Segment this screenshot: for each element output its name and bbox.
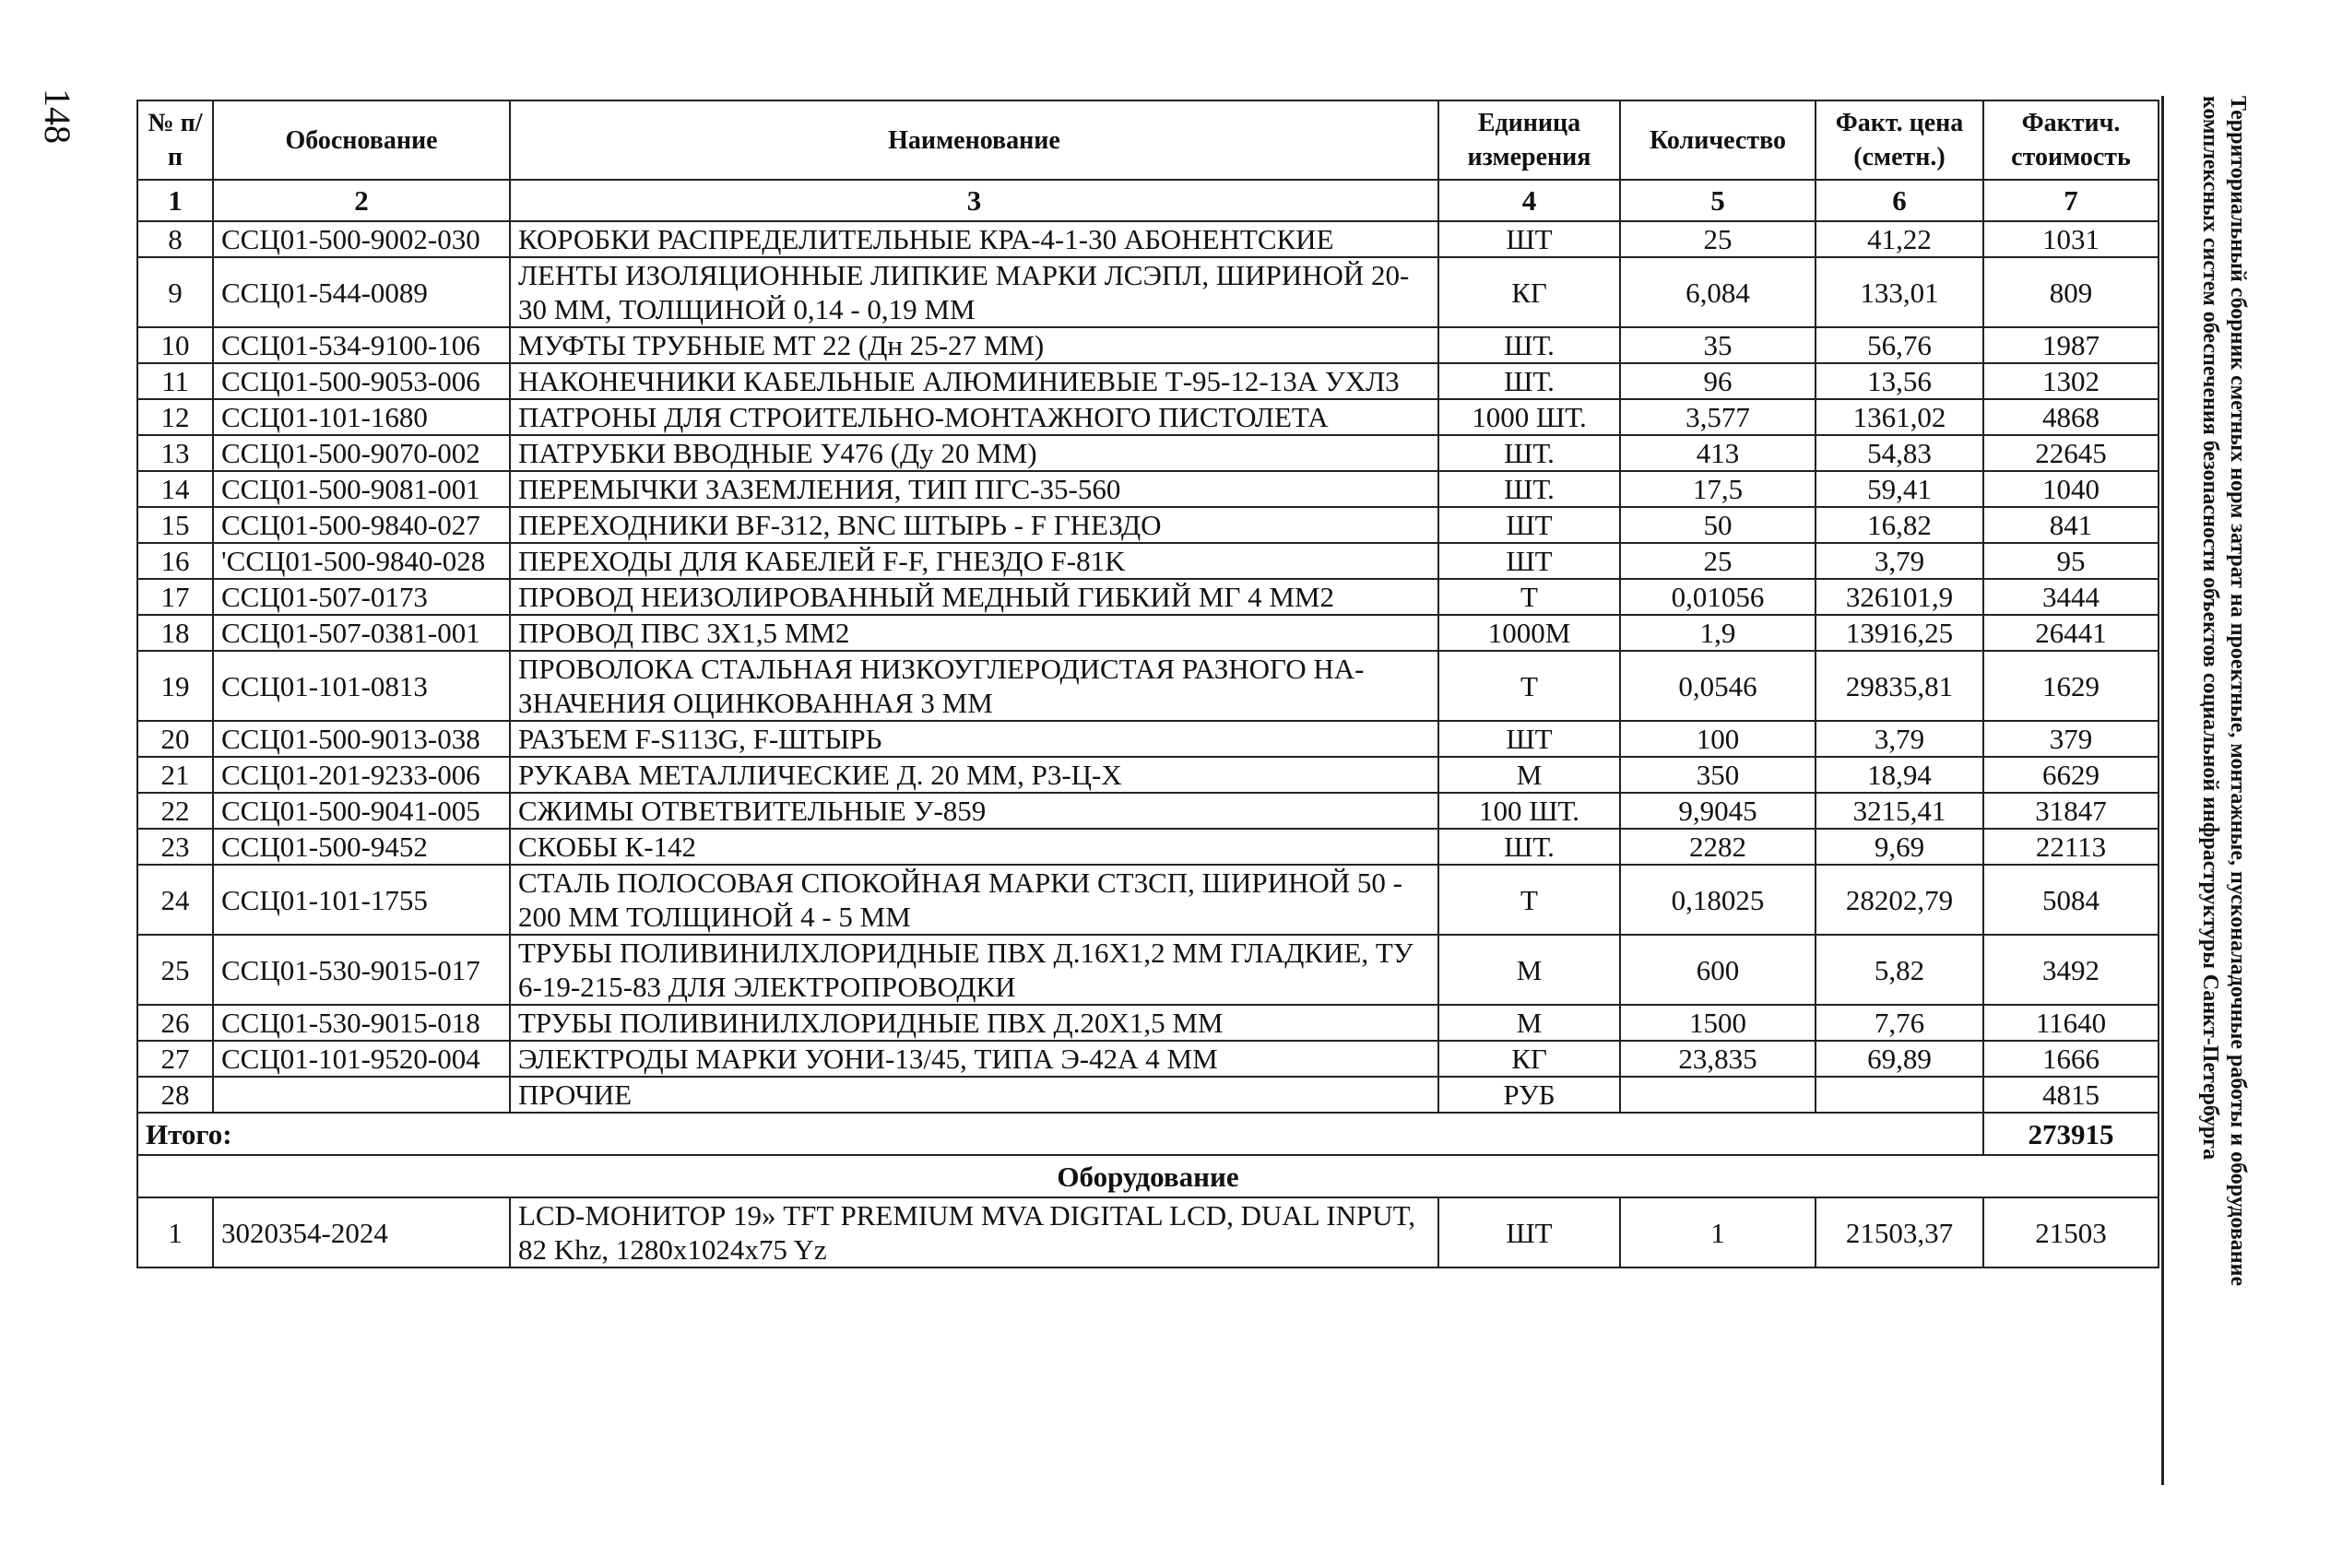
row-number: 15 [137,507,213,543]
table-row [137,399,2159,435]
row-name: СТАЛЬ ПОЛОСОВАЯ СПОКОЙНАЯ МАРКИ СТ3СП, ШИРИНОЙ 50 - 200 ММ ТОЛЩИНОЙ 4 - 5 ММ [510,865,1438,935]
row-number: 22 [137,793,213,829]
row-code [213,1077,510,1113]
row-cost: 1666 [1983,1041,2159,1077]
table-row [137,793,2159,829]
row-code: ССЦ01-101-9520-004 [213,1041,510,1077]
row-cost: 5084 [1983,865,2159,935]
table-row [137,543,2159,579]
row-number: 18 [137,615,213,651]
running-header-line-2: комплексных систем обеспечения безопасности объектов социальной инфраструктуры Санкт-Петербурга [2198,96,2222,1161]
row-name: РУКАВА МЕТАЛЛИЧЕСКИЕ Д. 20 ММ, Р3-Ц-Х [510,757,1438,793]
column-number: 2 [213,180,510,221]
row-price: 41,22 [1816,221,1983,257]
row-number: 13 [137,435,213,471]
table-row [137,363,2159,399]
row-cost: 6629 [1983,757,2159,793]
row-code: ССЦ01-530-9015-017 [213,935,510,1005]
table-row [137,1077,2159,1113]
row-number: 21 [137,757,213,793]
column-number: 7 [1983,180,2159,221]
row-number: 14 [137,471,213,507]
row-code: ССЦ01-500-9081-001 [213,471,510,507]
column-header: № п/п [137,100,213,180]
row-unit: ШТ. [1438,435,1620,471]
total-value: 273915 [1983,1113,2159,1155]
table-row [137,435,2159,471]
row-unit: М [1438,935,1620,1005]
row-code: ССЦ01-500-9041-005 [213,793,510,829]
table-row [137,721,2159,757]
row-unit: М [1438,757,1620,793]
row-price: 3,79 [1816,721,1983,757]
running-header-line-1: Территориальный сборник сметных норм затрат на проектные, монтажные, пусконаладочные работы и оборудование [2226,96,2250,1287]
row-unit: 1000 ШТ. [1438,399,1620,435]
row-name: КОРОБКИ РАСПРЕДЕЛИТЕЛЬНЫЕ КРА-4-1-30 АБОНЕНТСКИЕ [510,221,1438,257]
row-quantity: 1500 [1620,1005,1816,1041]
row-quantity: 6,084 [1620,257,1816,327]
row-unit: ШТ [1438,221,1620,257]
column-number-row [137,180,2159,221]
row-unit: ШТ [1438,507,1620,543]
row-code: ССЦ01-534-9100-106 [213,327,510,363]
row-quantity: 35 [1620,327,1816,363]
row-name: ПАТРОНЫ ДЛЯ СТРОИТЕЛЬНО-МОНТАЖНОГО ПИСТОЛЕТА [510,399,1438,435]
row-name: СЖИМЫ ОТВЕТВИТЕЛЬНЫЕ У-859 [510,793,1438,829]
row-name: ПРОВОД ПВС 3Х1,5 ММ2 [510,615,1438,651]
row-number: 23 [137,829,213,865]
row-code: ССЦ01-530-9015-018 [213,1005,510,1041]
row-price: 21503,37 [1816,1197,1983,1267]
section-title: Оборудование [137,1155,2159,1197]
row-price: 3215,41 [1816,793,1983,829]
row-name: НАКОНЕЧНИКИ КАБЕЛЬНЫЕ АЛЮМИНИЕВЫЕ Т-95-12-13А УХЛ3 [510,363,1438,399]
row-cost: 1031 [1983,221,2159,257]
row-name: РАЗЪЕМ F-S113G, F-ШТЫРЬ [510,721,1438,757]
row-code: ССЦ01-544-0089 [213,257,510,327]
row-unit: 1000М [1438,615,1620,651]
column-number: 6 [1816,180,1983,221]
column-header: Обоснование [213,100,510,180]
row-code: ССЦ01-500-9452 [213,829,510,865]
table-row [137,757,2159,793]
row-unit: КГ [1438,257,1620,327]
column-header: Единица измерения [1438,100,1620,180]
column-header: Наименование [510,100,1438,180]
row-name: ПРОВОД НЕИЗОЛИРОВАННЫЙ МЕДНЫЙ ГИБКИЙ МГ 4 ММ2 [510,579,1438,615]
running-header-text [2196,96,2252,1442]
row-code: ССЦ01-101-0813 [213,651,510,721]
row-quantity: 2282 [1620,829,1816,865]
row-price: 69,89 [1816,1041,1983,1077]
table-row [137,471,2159,507]
row-cost: 1040 [1983,471,2159,507]
row-quantity: 25 [1620,543,1816,579]
row-code: ССЦ01-500-9070-002 [213,435,510,471]
row-number: 19 [137,651,213,721]
row-quantity: 0,01056 [1620,579,1816,615]
row-quantity: 3,577 [1620,399,1816,435]
row-code: ССЦ01-201-9233-006 [213,757,510,793]
row-price: 3,79 [1816,543,1983,579]
table-body [137,221,2159,1113]
row-price: 28202,79 [1816,865,1983,935]
column-number: 4 [1438,180,1620,221]
row-price: 9,69 [1816,829,1983,865]
row-price: 18,94 [1816,757,1983,793]
row-unit: ШТ. [1438,829,1620,865]
row-unit: ШТ [1438,721,1620,757]
row-unit: КГ [1438,1041,1620,1077]
table-header-row [137,100,2159,180]
table-row [137,1197,2159,1267]
table-row [137,865,2159,935]
table-row [137,579,2159,615]
row-price: 7,76 [1816,1005,1983,1041]
row-unit: Т [1438,579,1620,615]
row-number: 8 [137,221,213,257]
row-price [1816,1077,1983,1113]
table-row [137,257,2159,327]
row-unit: М [1438,1005,1620,1041]
row-name: ПЕРЕМЫЧКИ ЗАЗЕМЛЕНИЯ, ТИП ПГС-35-560 [510,471,1438,507]
row-cost: 841 [1983,507,2159,543]
row-number: 28 [137,1077,213,1113]
column-number: 5 [1620,180,1816,221]
row-name: ЛЕНТЫ ИЗОЛЯЦИОННЫЕ ЛИПКИЕ МАРКИ ЛСЭПЛ, ШИРИНОЙ 20-30 ММ, ТОЛЩИНОЙ 0,14 - 0,19 ММ [510,257,1438,327]
row-quantity: 0,18025 [1620,865,1816,935]
row-number: 12 [137,399,213,435]
row-cost: 3444 [1983,579,2159,615]
row-quantity: 96 [1620,363,1816,399]
row-name: ПЕРЕХОДЫ ДЛЯ КАБЕЛЕЙ F-F, ГНЕЗДО F-81K [510,543,1438,579]
row-quantity: 413 [1620,435,1816,471]
row-code: 3020354-2024 [213,1197,510,1267]
row-cost: 3492 [1983,935,2159,1005]
row-unit: ШТ. [1438,471,1620,507]
table-row [137,1041,2159,1077]
row-price: 29835,81 [1816,651,1983,721]
table-row [137,615,2159,651]
table-row [137,221,2159,257]
row-code: 'ССЦ01-500-9840-028 [213,543,510,579]
row-name: ПРОЧИЕ [510,1077,1438,1113]
row-code: ССЦ01-101-1680 [213,399,510,435]
row-code: ССЦ01-507-0381-001 [213,615,510,651]
row-number: 17 [137,579,213,615]
row-cost: 26441 [1983,615,2159,651]
total-label: Итого: [137,1113,1983,1155]
row-name: ЭЛЕКТРОДЫ МАРКИ УОНИ-13/45, ТИПА Э-42А 4 ММ [510,1041,1438,1077]
row-number: 11 [137,363,213,399]
table-footer [137,1113,2159,1197]
row-name: МУФТЫ ТРУБНЫЕ МТ 22 (Дн 25-27 ММ) [510,327,1438,363]
row-price: 13916,25 [1816,615,1983,651]
row-price: 13,56 [1816,363,1983,399]
column-header: Количество [1620,100,1816,180]
row-price: 1361,02 [1816,399,1983,435]
row-cost: 11640 [1983,1005,2159,1041]
column-header: Фактич. стоимость [1983,100,2159,180]
row-cost: 4868 [1983,399,2159,435]
row-cost: 31847 [1983,793,2159,829]
row-quantity: 350 [1620,757,1816,793]
row-code: ССЦ01-500-9840-027 [213,507,510,543]
row-quantity: 0,0546 [1620,651,1816,721]
row-price: 5,82 [1816,935,1983,1005]
row-number: 9 [137,257,213,327]
row-cost: 379 [1983,721,2159,757]
row-quantity: 9,9045 [1620,793,1816,829]
row-code: ССЦ01-500-9053-006 [213,363,510,399]
row-cost: 22113 [1983,829,2159,865]
table-row [137,935,2159,1005]
row-quantity [1620,1077,1816,1113]
row-name: LCD-МОНИТОР 19» TFT PREMIUM MVA DIGITAL LCD, DUAL INPUT, 82 Khz, 1280x1024x75 Yz [510,1197,1438,1267]
row-number: 20 [137,721,213,757]
column-header: Факт. цена (сметн.) [1816,100,1983,180]
row-unit: Т [1438,651,1620,721]
row-number: 27 [137,1041,213,1077]
row-unit: 100 ШТ. [1438,793,1620,829]
column-number: 1 [137,180,213,221]
header-rule [2161,96,2164,1485]
row-number: 25 [137,935,213,1005]
table-row [137,327,2159,363]
row-price: 326101,9 [1816,579,1983,615]
row-name: ТРУБЫ ПОЛИВИНИЛХЛОРИДНЫЕ ПВХ Д.20Х1,5 ММ [510,1005,1438,1041]
estimate-table [136,100,2159,1268]
row-cost: 809 [1983,257,2159,327]
row-name: ТРУБЫ ПОЛИВИНИЛХЛОРИДНЫЕ ПВХ Д.16Х1,2 ММ ГЛАДКИЕ, ТУ 6-19-215-83 ДЛЯ ЭЛЕКТРОПРОВОДКИ [510,935,1438,1005]
row-quantity: 1,9 [1620,615,1816,651]
row-number: 26 [137,1005,213,1041]
table-row [137,829,2159,865]
row-price: 16,82 [1816,507,1983,543]
row-cost: 1987 [1983,327,2159,363]
table-row [137,651,2159,721]
row-quantity: 1 [1620,1197,1816,1267]
row-price: 133,01 [1816,257,1983,327]
row-number: 16 [137,543,213,579]
row-name: ПЕРЕХОДНИКИ BF-312, BNC ШТЫРЬ - F ГНЕЗДО [510,507,1438,543]
row-quantity: 25 [1620,221,1816,257]
row-code: ССЦ01-500-9002-030 [213,221,510,257]
row-quantity: 600 [1620,935,1816,1005]
equipment-body [137,1197,2159,1267]
row-price: 56,76 [1816,327,1983,363]
row-quantity: 17,5 [1620,471,1816,507]
row-cost: 1629 [1983,651,2159,721]
section-row [137,1155,2159,1197]
row-unit: ШТ [1438,1197,1620,1267]
row-number: 10 [137,327,213,363]
row-cost: 1302 [1983,363,2159,399]
row-quantity: 100 [1620,721,1816,757]
row-quantity: 50 [1620,507,1816,543]
row-unit: ШТ [1438,543,1620,579]
row-code: ССЦ01-500-9013-038 [213,721,510,757]
table-row [137,507,2159,543]
row-number: 24 [137,865,213,935]
row-number: 1 [137,1197,213,1267]
row-code: ССЦ01-101-1755 [213,865,510,935]
page-number: 148 [37,88,78,144]
row-cost: 21503 [1983,1197,2159,1267]
column-number: 3 [510,180,1438,221]
row-unit: Т [1438,865,1620,935]
row-name: ПАТРУБКИ ВВОДНЫЕ У476 (Ду 20 ММ) [510,435,1438,471]
table-row [137,1005,2159,1041]
row-quantity: 23,835 [1620,1041,1816,1077]
row-cost: 22645 [1983,435,2159,471]
row-name: ПРОВОЛОКА СТАЛЬНАЯ НИЗКОУГЛЕРОДИСТАЯ РАЗНОГО НА-ЗНАЧЕНИЯ ОЦИНКОВАННАЯ 3 ММ [510,651,1438,721]
row-name: СКОБЫ К-142 [510,829,1438,865]
row-price: 59,41 [1816,471,1983,507]
row-unit: РУБ [1438,1077,1620,1113]
running-header [2191,96,2252,1442]
row-unit: ШТ. [1438,363,1620,399]
row-code: ССЦ01-507-0173 [213,579,510,615]
total-row [137,1113,2159,1155]
row-cost: 4815 [1983,1077,2159,1113]
row-price: 54,83 [1816,435,1983,471]
row-cost: 95 [1983,543,2159,579]
row-unit: ШТ. [1438,327,1620,363]
